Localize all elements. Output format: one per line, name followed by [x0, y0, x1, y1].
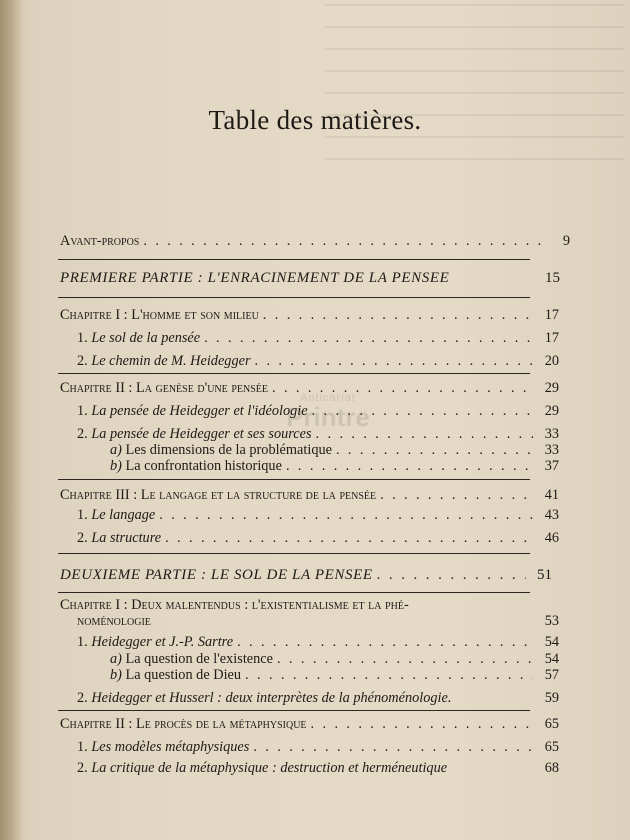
- toc-entry-chapter-line1: Chapitre I : Deux malentendus : l'existentialisme et la phé-: [60, 597, 409, 613]
- divider: [58, 553, 530, 554]
- toc-entry-subsection: a) La question de l'existence . . . 54: [110, 651, 559, 668]
- divider: [58, 710, 530, 711]
- toc-entry-chapter: Chapitre I : L'homme et son milieu . . . 17: [60, 307, 559, 324]
- toc-entry-chapter: Chapitre II : Le procès de la métaphysique . . . 65: [60, 716, 559, 733]
- divider: [58, 259, 530, 260]
- watermark-top: Anticariat: [300, 392, 356, 404]
- toc-entry-chapter-line2: noménologie 53: [77, 613, 559, 629]
- toc-entry-subsection: b) La confrontation historique . . . 37: [110, 458, 559, 475]
- toc-entry-section: 1. Le sol de la pensée . . . 17: [77, 330, 559, 347]
- toc-entry-chapter: Chapitre II : La genèse d'une pensée . . . 29: [60, 380, 559, 397]
- toc-entry-section: 2. La pensée de Heidegger et ses sources . . . 33: [77, 426, 559, 443]
- toc-entry-section: 2. La critique de la métaphysique : destruction et herméneutique 68: [77, 760, 559, 776]
- toc-entry-part-one: PREMIERE PARTIE : L'ENRACINEMENT DE LA PENSEE 15: [60, 270, 560, 286]
- toc-entry-avant-propos: Avant-propos . . . 9: [60, 233, 570, 250]
- toc-entry-subsection: b) La question de Dieu . . . 57: [110, 667, 559, 684]
- toc-entry-chapter: Chapitre III : Le langage et la structure de la pensée . . . 41: [60, 487, 559, 504]
- toc-entry-part-two: DEUXIEME PARTIE : LE SOL DE LA PENSEE . . . 51: [60, 567, 552, 584]
- toc-entry-subsection: a) Les dimensions de la problématique . . . 33: [110, 442, 559, 459]
- divider: [58, 297, 530, 298]
- toc-entry-section: 1. La pensée de Heidegger et l'idéologie . . . 29: [77, 403, 559, 420]
- watermark-main: Printre: [286, 402, 370, 432]
- divider: [58, 373, 530, 374]
- toc-entry-section: 1. Le langage . . . 43: [77, 507, 559, 524]
- toc-entry-section: 2. La structure . . . 46: [77, 530, 559, 547]
- toc-entry-section: 2. Le chemin de M. Heidegger . . . 20: [77, 353, 559, 370]
- toc-entry-section: 1. Les modèles métaphysiques . . . 65: [77, 739, 559, 756]
- page-title: Table des matières.: [208, 105, 422, 135]
- toc-entry-section: 1. Heidegger et J.-P. Sartre . . . 54: [77, 634, 559, 651]
- divider: [58, 592, 530, 593]
- toc-entry-section: 2. Heidegger et Husserl : deux interprètes de la phénoménologie. 59: [77, 690, 559, 706]
- divider: [58, 479, 530, 480]
